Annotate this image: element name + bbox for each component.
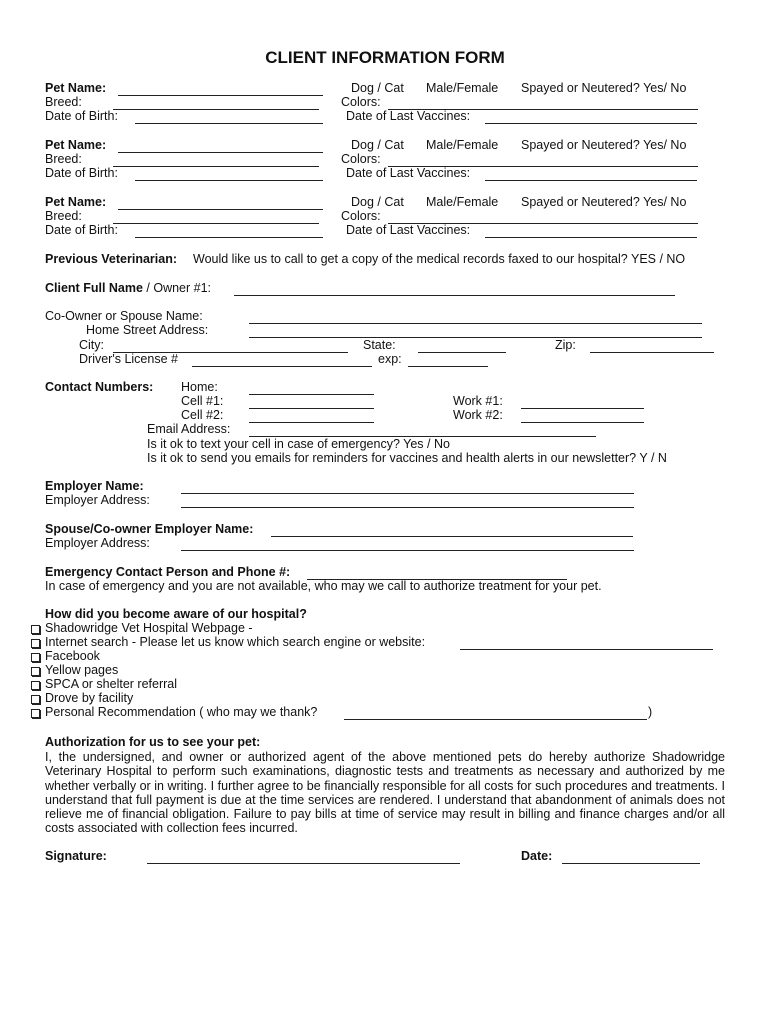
email-permission-question[interactable]: Is it ok to send you emails for reminders for vaccines and health alerts in our newsletter? Y / N — [147, 451, 667, 465]
exp-field[interactable] — [408, 366, 488, 367]
dob-field[interactable] — [135, 237, 323, 238]
vaccines-field[interactable] — [485, 180, 697, 181]
breed-field[interactable] — [113, 109, 319, 110]
vaccines-label: Date of Last Vaccines: — [346, 109, 471, 123]
checkbox-facebook[interactable] — [31, 653, 40, 662]
coowner-label: Co-Owner or Spouse Name: — [45, 309, 203, 323]
pet-name-label: Pet Name: — [45, 81, 107, 95]
dob-label: Date of Birth: — [45, 223, 118, 237]
employer-name-label: Employer Name: — [45, 479, 144, 493]
pet-name-label: Pet Name: — [45, 138, 107, 152]
closing-paren: ) — [648, 705, 653, 719]
option-facebook: Facebook — [45, 649, 100, 663]
license-label: Driver's License # — [79, 352, 178, 366]
home-phone-field[interactable] — [249, 394, 374, 395]
pet-name-field[interactable] — [118, 152, 323, 153]
checkbox-internet-search[interactable] — [31, 639, 40, 648]
city-label: City: — [79, 338, 104, 352]
colors-label: Colors: — [341, 152, 381, 166]
breed-field[interactable] — [113, 166, 319, 167]
signature-field[interactable] — [147, 863, 460, 864]
text-permission-question[interactable]: Is it ok to text your cell in case of emergency? Yes / No — [147, 437, 450, 451]
option-drove-by: Drove by facility — [45, 691, 134, 705]
option-spca: SPCA or shelter referral — [45, 677, 177, 691]
previous-vet-label: Previous Veterinarian: — [45, 252, 178, 266]
sex-option[interactable]: Male/Female — [426, 81, 499, 95]
exp-label: exp: — [378, 352, 402, 366]
work1-field[interactable] — [521, 408, 644, 409]
pet-name-field[interactable] — [118, 95, 323, 96]
street-label: Home Street Address: — [86, 323, 209, 337]
cell2-field[interactable] — [249, 422, 374, 423]
emergency-contact-label: Emergency Contact Person and Phone #: — [45, 565, 291, 579]
signature-label: Signature: — [45, 849, 107, 863]
internet-search-field[interactable] — [460, 649, 713, 650]
aware-question: How did you become aware of our hospital? — [45, 607, 307, 621]
home-phone-label: Home: — [181, 380, 218, 394]
option-webpage: Shadowridge Vet Hospital Webpage - — [45, 621, 253, 635]
option-internet-search: Internet search - Please let us know which search engine or website: — [45, 635, 426, 649]
date-label: Date: — [521, 849, 553, 863]
employer-address-label: Employer Address: — [45, 493, 150, 507]
date-field[interactable] — [562, 863, 700, 864]
spouse-employer-address-label: Employer Address: — [45, 536, 150, 550]
option-yellow-pages: Yellow pages — [45, 663, 119, 677]
checkbox-webpage[interactable] — [31, 625, 40, 634]
cell2-label: Cell #2: — [181, 408, 224, 422]
contact-numbers-label: Contact Numbers: — [45, 380, 154, 394]
coowner-field[interactable] — [249, 323, 702, 324]
employer-address-field[interactable] — [181, 507, 634, 508]
vaccines-field[interactable] — [485, 237, 697, 238]
client-name-field[interactable] — [234, 295, 675, 296]
colors-label: Colors: — [341, 95, 381, 109]
emergency-note: In case of emergency and you are not available, who may we call to authorize treatment for your pet. — [45, 579, 602, 593]
state-label: State: — [363, 338, 396, 352]
breed-label: Breed: — [45, 152, 82, 166]
authorization-heading: Authorization for us to see your pet: — [45, 735, 261, 749]
colors-label: Colors: — [341, 209, 381, 223]
recommendation-field[interactable] — [344, 719, 647, 720]
species-option[interactable]: Dog / Cat — [351, 195, 404, 209]
checkbox-yellow-pages[interactable] — [31, 667, 40, 676]
checkbox-drove-by[interactable] — [31, 695, 40, 704]
spouse-employer-field[interactable] — [271, 536, 633, 537]
breed-field[interactable] — [113, 223, 319, 224]
page-title: CLIENT INFORMATION FORM — [265, 48, 505, 67]
species-option[interactable]: Dog / Cat — [351, 81, 404, 95]
checkbox-spca[interactable] — [31, 681, 40, 690]
cell1-field[interactable] — [249, 408, 374, 409]
breed-label: Breed: — [45, 209, 82, 223]
spayed-option[interactable]: Spayed or Neutered? Yes/ No — [521, 138, 687, 152]
employer-name-field[interactable] — [181, 493, 634, 494]
spouse-employer-label: Spouse/Co-owner Employer Name: — [45, 522, 254, 536]
cell1-label: Cell #1: — [181, 394, 224, 408]
pet-name-label: Pet Name: — [45, 195, 107, 209]
street-field[interactable] — [249, 337, 702, 338]
vaccines-label: Date of Last Vaccines: — [346, 223, 471, 237]
dob-label: Date of Birth: — [45, 109, 118, 123]
authorization-text: I, the undersigned, and owner or authorized agent of the above mentioned pets do hereby authorize Shadowridge Veterinary Hospital to perform such examinations, diagnostic tests and treatments as necessary and authorized by me whether verbally or in writing. I further agree to be financially responsible for all costs for such procedures and treatments. I understand that full payment is due at the time services are rendered. I understand that abandonment of animals does not relieve me of financial obligation. Failure to pay bills at time of service may result in billing and finance charges and/or all costs associated with collection fees incurred. — [45, 750, 725, 836]
checkbox-personal-recommendation[interactable] — [31, 709, 40, 718]
spouse-employer-address-field[interactable] — [181, 550, 634, 551]
work2-field[interactable] — [521, 422, 644, 423]
work1-label: Work #1: — [453, 394, 503, 408]
work2-label: Work #2: — [453, 408, 503, 422]
previous-vet-question[interactable]: Would like us to call to get a copy of the medical records faxed to our hospital? YES / NO — [193, 252, 686, 266]
email-label: Email Address: — [147, 422, 231, 436]
sex-option[interactable]: Male/Female — [426, 138, 499, 152]
dob-field[interactable] — [135, 180, 323, 181]
pet-name-field[interactable] — [118, 209, 323, 210]
client-name-label: Client Full Name / Owner #1: — [45, 281, 212, 295]
breed-label: Breed: — [45, 95, 82, 109]
spayed-option[interactable]: Spayed or Neutered? Yes/ No — [521, 195, 687, 209]
dob-field[interactable] — [135, 123, 323, 124]
vaccines-label: Date of Last Vaccines: — [346, 166, 471, 180]
state-field[interactable] — [418, 352, 506, 353]
license-field[interactable] — [192, 366, 372, 367]
spayed-option[interactable]: Spayed or Neutered? Yes/ No — [521, 81, 687, 95]
zip-label: Zip: — [555, 338, 576, 352]
vaccines-field[interactable] — [485, 123, 697, 124]
zip-field[interactable] — [590, 352, 714, 353]
sex-option[interactable]: Male/Female — [426, 195, 499, 209]
species-option[interactable]: Dog / Cat — [351, 138, 404, 152]
option-personal-recommendation: Personal Recommendation ( who may we thank? — [45, 705, 318, 719]
dob-label: Date of Birth: — [45, 166, 118, 180]
